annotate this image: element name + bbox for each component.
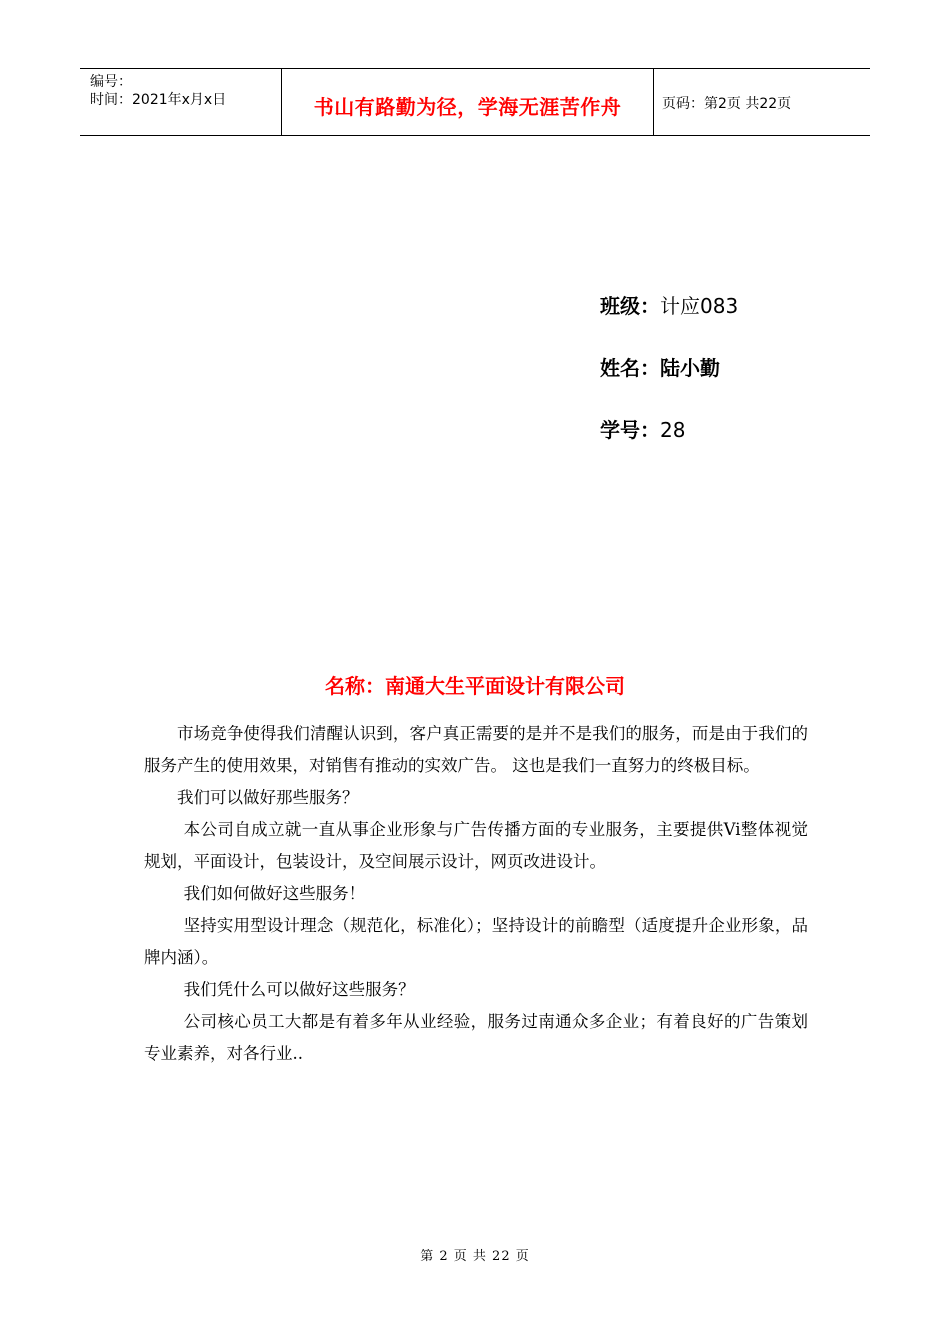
class-label: 班级： — [600, 294, 660, 318]
paragraph: 本公司自成立就一直从事企业形象与广告传播方面的专业服务，主要提供Vi整体视觉规划，平面设计，包装设计，及空间展示设计，网页改进设计。 — [144, 820, 808, 871]
document-number: 编号： — [90, 74, 132, 90]
student-info — [600, 290, 738, 476]
page-footer: 第 2 页 共 22 页 — [420, 1249, 530, 1264]
id-value: 28 — [660, 418, 686, 442]
name-label: 姓名： — [600, 356, 660, 380]
header-meta — [80, 69, 282, 135]
id-line — [600, 414, 738, 446]
name-value: 陆小勤 — [660, 356, 720, 380]
name-line — [600, 352, 738, 384]
paragraph: 市场竞争使得我们清醒认识到，客户真正需要的是并不是我们的服务，而是由于我们的服务产生的使用效果，对销售有推动的实效广告。 这也是我们一直努力的终极目标。 — [144, 724, 808, 775]
header-motto: 书山有路勤为径，学海无涯苦作舟 — [282, 69, 654, 135]
page-header — [80, 68, 870, 136]
paragraph: 我们如何做好这些服务！ — [183, 884, 366, 903]
document-date: 时间：2021年x月x日 — [90, 92, 227, 108]
paragraph: 坚持实用型设计理念（规范化，标准化）；坚持设计的前瞻型（适度提升企业形象，品牌内涵）。 — [144, 916, 808, 967]
body-content — [144, 718, 808, 1070]
company-title: 名称：南通大生平面设计有限公司 — [325, 674, 625, 698]
class-line — [600, 290, 738, 322]
id-label: 学号： — [600, 418, 660, 442]
class-value: 计应083 — [660, 294, 739, 318]
paragraph: 我们可以做好那些服务？ — [177, 788, 359, 807]
paragraph: 我们凭什么可以做好这些服务？ — [183, 980, 415, 999]
header-page-code: 页码：第2页 共22页 — [662, 96, 792, 112]
paragraph: 公司核心员工大都是有着多年从业经验，服务过南通众多企业；有着良好的广告策划专业素养，对各行业.. — [144, 1012, 808, 1063]
